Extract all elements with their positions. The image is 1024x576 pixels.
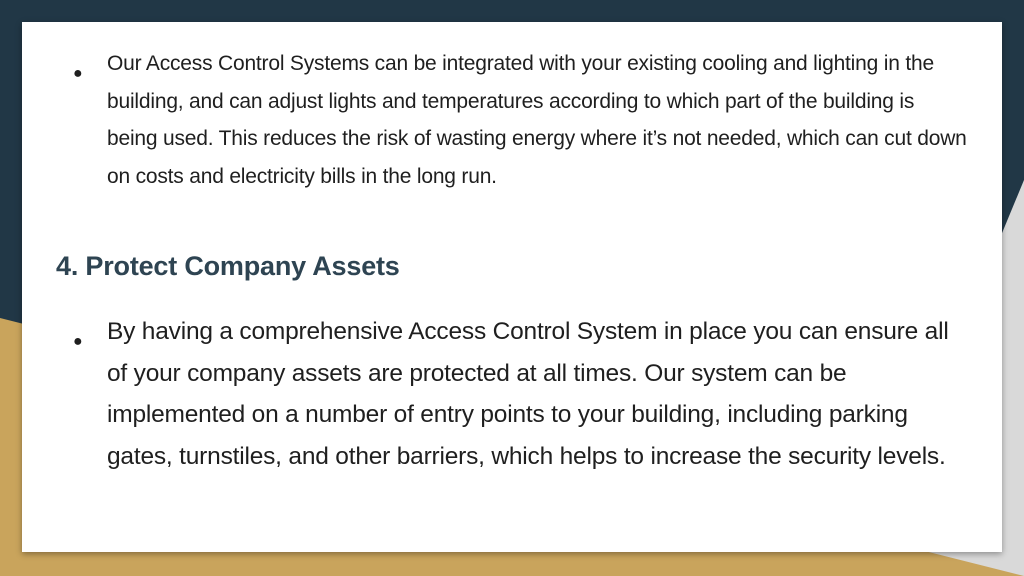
bullet-dot-icon: ● xyxy=(73,333,83,350)
bullet-text-assets: By having a comprehensive Access Control System in place you can ensure all of your company assets are protected at all times. Our system can be implemented on a number of entry points to your building, including parking gates, turnstiles, and other barriers, which helps to increase the security levels. xyxy=(107,318,949,470)
slide-content-card xyxy=(22,22,1002,552)
section-heading: 4. Protect Company Assets xyxy=(56,251,400,281)
bullet-text-energy: Our Access Control Systems can be integrated with your existing cooling and lighting in the building, and can adjust lights and temperatures according to which part of the building is being used. This reduces the risk of wasting energy where it’s not needed, which can cut down on costs and electricity bills in the long run. xyxy=(107,52,967,188)
bullet-item-assets xyxy=(73,311,967,477)
bullet-item-energy xyxy=(73,45,967,195)
bullet-dot-icon: ● xyxy=(73,65,83,82)
